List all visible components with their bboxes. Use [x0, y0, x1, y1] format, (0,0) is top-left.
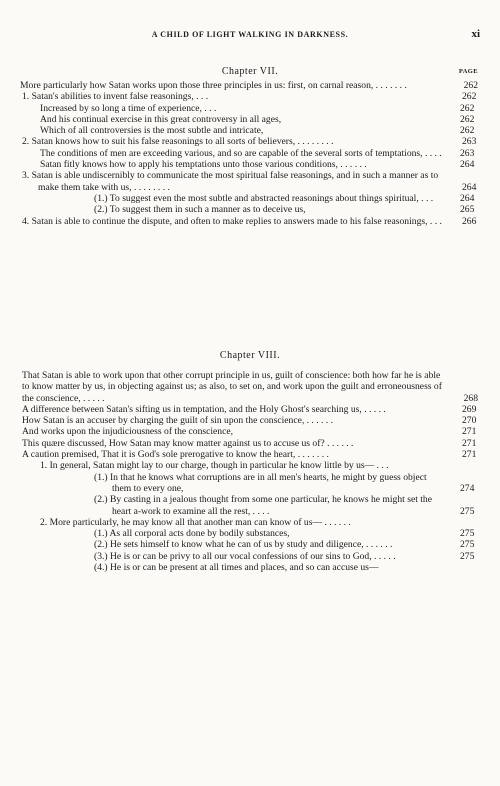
entry-text: 1. In general, Satan might lay to our charge, though in particular he know little by us— . . .: [40, 460, 389, 472]
toc-entry: [0, 517, 500, 528]
entry-text: This quære discussed, How Satan may know matter against us to accuse us of? . . . . . .: [22, 437, 354, 449]
toc-entry: 3. Satan is able undiscernibly to communicate the most spiritual false reasonings, and in such a manner as to make them take with us, . . . . . . . . 264: [0, 170, 500, 193]
toc-entry: (3.) He is or can be privy to all our vocal confessions of our sins to God, . . . . . 275: [0, 551, 500, 562]
entry-text: 1. Satan's abilities to invent false reasonings, . . .: [22, 91, 209, 103]
entry-text: How Satan is an accuser by charging the guilt of sin upon the conscience, . . . . . .: [22, 415, 334, 427]
chapter-8-title: Chapter VIII.: [219, 350, 281, 361]
entry-text: The conditions of men are exceeding various, and so are capable of the several sorts of temptations, . . . .: [40, 147, 442, 159]
entry-text: A caution premised, That it is God's sole prerogative to know the heart, . . . . . . .: [22, 449, 329, 461]
entry-text: (4.) He is or can be present at all times and places, and so can accuse us—: [94, 562, 379, 574]
entry-text: A difference between Satan's sifting us in temptation, and the Holy Ghost's searching us, . . . . .: [22, 403, 386, 415]
toc-entry: How Satan is an accuser by charging the guilt of sin upon the conscience, . . . . . . 270: [0, 415, 500, 426]
entry-text: 3. Satan is able undiscernibly to communicate the most spiritual false reasonings, and in such a manner as to make them take with us, . . . . . . . .: [22, 170, 439, 193]
toc-entry: (2.) To suggest them in such a manner as to deceive us, 265: [0, 204, 500, 215]
toc-entry: Satan fitly knows how to apply his temptations unto those various conditions, . . . . . . 264: [0, 159, 500, 170]
entry-text: (2.) To suggest them in such a manner as to deceive us,: [94, 204, 306, 216]
toc-entry: A difference between Satan's sifting us in temptation, and the Holy Ghost's searching us, . . . . . 269: [0, 404, 500, 415]
chapter-8-intro: [0, 370, 500, 404]
entry-text: And works upon the injudiciousness of the conscience,: [22, 426, 234, 438]
entry-text: 2. Satan knows how to suit his false reasonings to all sorts of believers, . . . . . . . .: [22, 136, 334, 148]
toc-entry: (1.) In that he knows what corruptions are in all men's hearts, he might by guess object them to every one, 274: [0, 472, 500, 495]
toc-entry: (1.) To suggest even the most subtle and abstracted reasonings about things spiritual, . . . 264: [0, 193, 500, 204]
entry-text: (3.) He is or can be privy to all our vocal confessions of our sins to God, . . . . .: [94, 550, 396, 562]
toc-entry: And works upon the injudiciousness of the conscience, 271: [0, 426, 500, 437]
entry-text: And his continual exercise in this great controversy in all ages,: [40, 113, 282, 125]
entry-text: (2.) He sets himself to know what he can of us by study and diligence, . . . . . .: [94, 539, 393, 551]
toc-entry: (2.) By casting in a jealous thought from some one particular, he knows he might set the heart a-work to examine all the rest, . . . . 275: [0, 494, 500, 517]
chapter-7-section: [0, 66, 500, 227]
entry-text: 2. More particularly, he may know all that another man can know of us— . . . . . .: [40, 516, 351, 528]
entry-text: That Satan is able to work upon that other corrupt principle in us, guilt of conscience: both how far he is able to know matter by us, in objecting against us; as also, to set on, and work upon the guilt and erroneousness of the conscience, . . . . .: [22, 370, 442, 404]
toc-entry: [0, 80, 500, 91]
entry-text: Which of all controversies is the most subtle and intricate,: [40, 125, 264, 137]
toc-entry: This quære discussed, How Satan may know matter against us to accuse us of? . . . . . . 271: [0, 438, 500, 449]
toc-entry: A caution premised, That it is God's sole prerogative to know the heart, . . . . . . . 271: [0, 449, 500, 460]
entry-text: Satan fitly knows how to apply his temptations unto those various conditions, . . . . . .: [40, 159, 367, 171]
entry-text: Increased by so long a time of experience, . . .: [40, 102, 217, 114]
toc-entry: Which of all controversies is the most subtle and intricate, 262: [0, 125, 500, 136]
toc-entry: And his continual exercise in this great controversy in all ages, 262: [0, 114, 500, 125]
toc-entry: The conditions of men are exceeding various, and so are capable of the several sorts of temptations, . . . . 263: [0, 148, 500, 159]
entry-page: 262: [463, 80, 478, 91]
chapter-7-heading: [0, 66, 500, 80]
entry-text: (1.) In that he knows what corruptions are in all men's hearts, he might by guess object them to every one,: [94, 471, 427, 494]
chapter-7-entries: [0, 80, 500, 227]
toc-entry: [0, 562, 500, 573]
entry-text: (1.) As all corporal acts done by bodily substances,: [94, 528, 290, 540]
page-column-label: PAGE: [458, 68, 478, 75]
chapter-8-section: [0, 350, 500, 573]
toc-entry: (1.) As all corporal acts done by bodily substances, 275: [0, 528, 500, 539]
running-header: [0, 30, 500, 44]
entry-text: (2.) By casting in a jealous thought from some one particular, he knows he might set the heart a-work to examine all the rest, . . . .: [94, 494, 432, 517]
toc-entry: Increased by so long a time of experience, . . . 262: [0, 103, 500, 114]
entry-text: More particularly how Satan works upon those three principles in us: first, on carnal reason, . . . . . . .: [20, 80, 407, 91]
toc-entry: 2. Satan knows how to suit his false reasonings to all sorts of believers, . . . . . . . . 263: [0, 136, 500, 147]
toc-entry: (2.) He sets himself to know what he can of us by study and diligence, . . . . . . 275: [0, 539, 500, 550]
toc-entry: 1. Satan's abilities to invent false reasonings, . . . 262: [0, 91, 500, 102]
folio-number: xi: [471, 28, 480, 40]
entry-text: (1.) To suggest even the most subtle and abstracted reasonings about things spiritual, . . .: [94, 192, 434, 204]
chapter-7-title: Chapter VII.: [221, 66, 279, 77]
toc-entry: [0, 460, 500, 471]
entry-page: 268: [463, 392, 478, 404]
chapter-8-heading: [0, 350, 500, 364]
chapter-8-entries: [0, 404, 500, 573]
running-title: A CHILD OF LIGHT WALKING IN DARKNESS.: [151, 30, 349, 39]
entry-text: 4. Satan is able to continue the dispute, and often to make replies to answers made to his false reasonings, . . .: [22, 215, 442, 227]
toc-entry: 4. Satan is able to continue the dispute, and often to make replies to answers made to his false reasonings, . . . 266: [0, 216, 500, 227]
